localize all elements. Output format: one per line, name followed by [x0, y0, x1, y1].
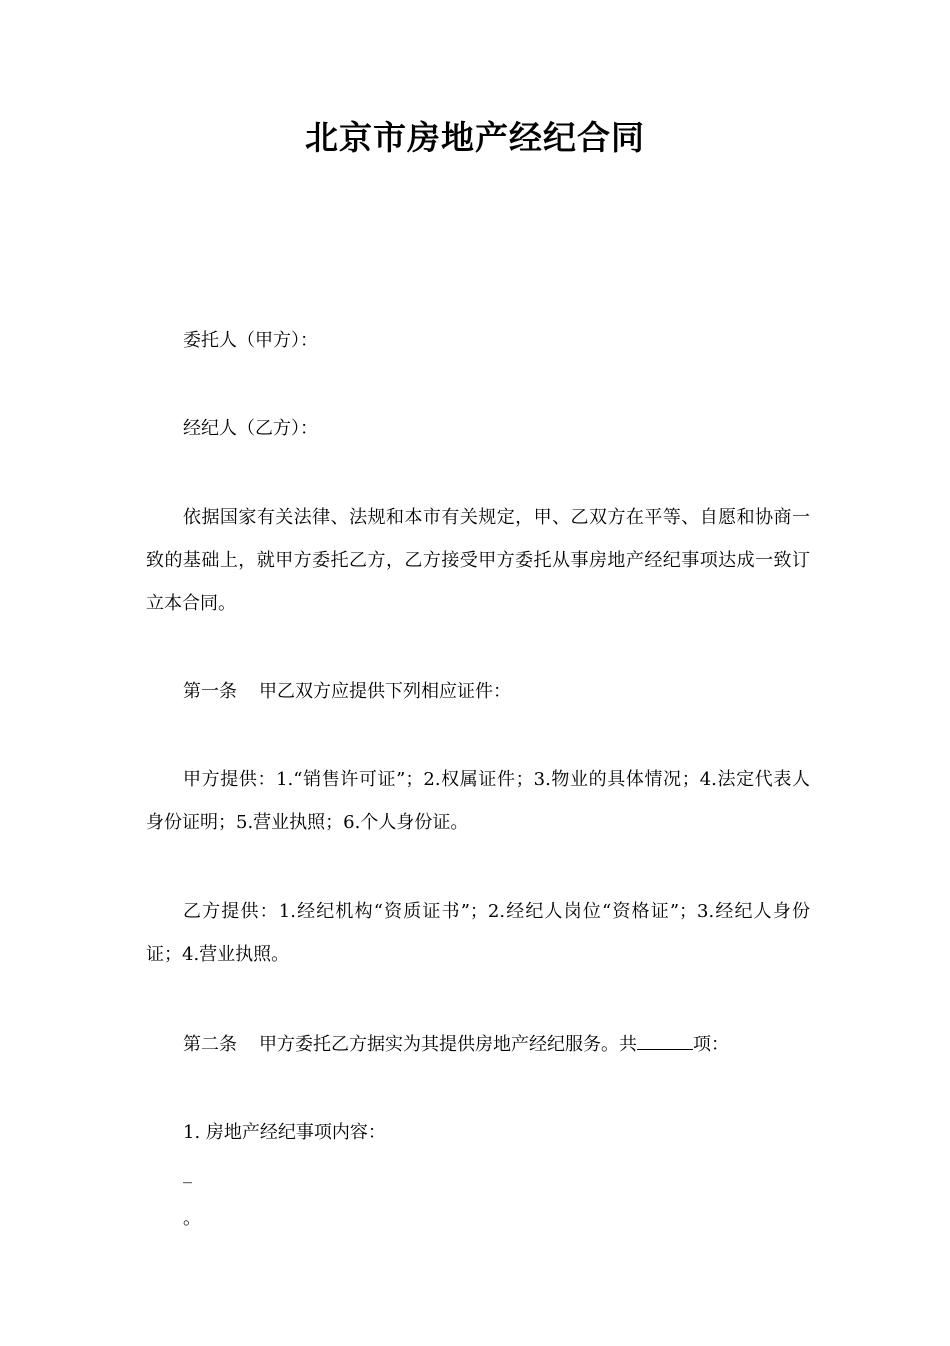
article-1-number: 第一条 — [183, 681, 237, 702]
article-2 — [183, 1031, 729, 1057]
party-b-label: 经纪人（乙方）： — [183, 418, 318, 439]
party-a-documents: 甲方提供：1.“销售许可证”；2.权属证件；3.物业的具体情况；4.法定代表人身份证明；5.营业执照；6.个人身份证。 — [146, 769, 810, 833]
item-1-blank-line: _ — [183, 1163, 192, 1184]
article-1-heading: 甲乙双方应提供下列相应证件： — [259, 681, 511, 702]
article-2-text: 甲方委托乙方据实为其提供房地产经纪服务。共 — [259, 1034, 637, 1055]
article-2-text-end: 项： — [693, 1034, 729, 1055]
item-1-label: 1. 房地产经纪事项内容： — [183, 1122, 386, 1143]
item-1-end: 。 — [183, 1208, 201, 1229]
item-count-blank — [637, 1031, 693, 1050]
party-b-documents: 乙方提供：1.经纪机构“资质证书”；2.经纪人岗位“资格证”；3.经纪人身份证；4.营业执照。 — [146, 901, 810, 965]
preamble-paragraph: 依据国家有关法律、法规和本市有关规定，甲、乙双方在平等、自愿和协商一致的基础上，就甲方委托乙方，乙方接受甲方委托从事房地产经纪事项达成一致订立本合同。 — [146, 507, 810, 614]
document-title: 北京市房地产经纪合同 — [305, 118, 645, 157]
article-2-number: 第二条 — [183, 1034, 237, 1055]
article-1 — [183, 680, 511, 704]
party-a-label: 委托人（甲方）： — [183, 330, 318, 351]
